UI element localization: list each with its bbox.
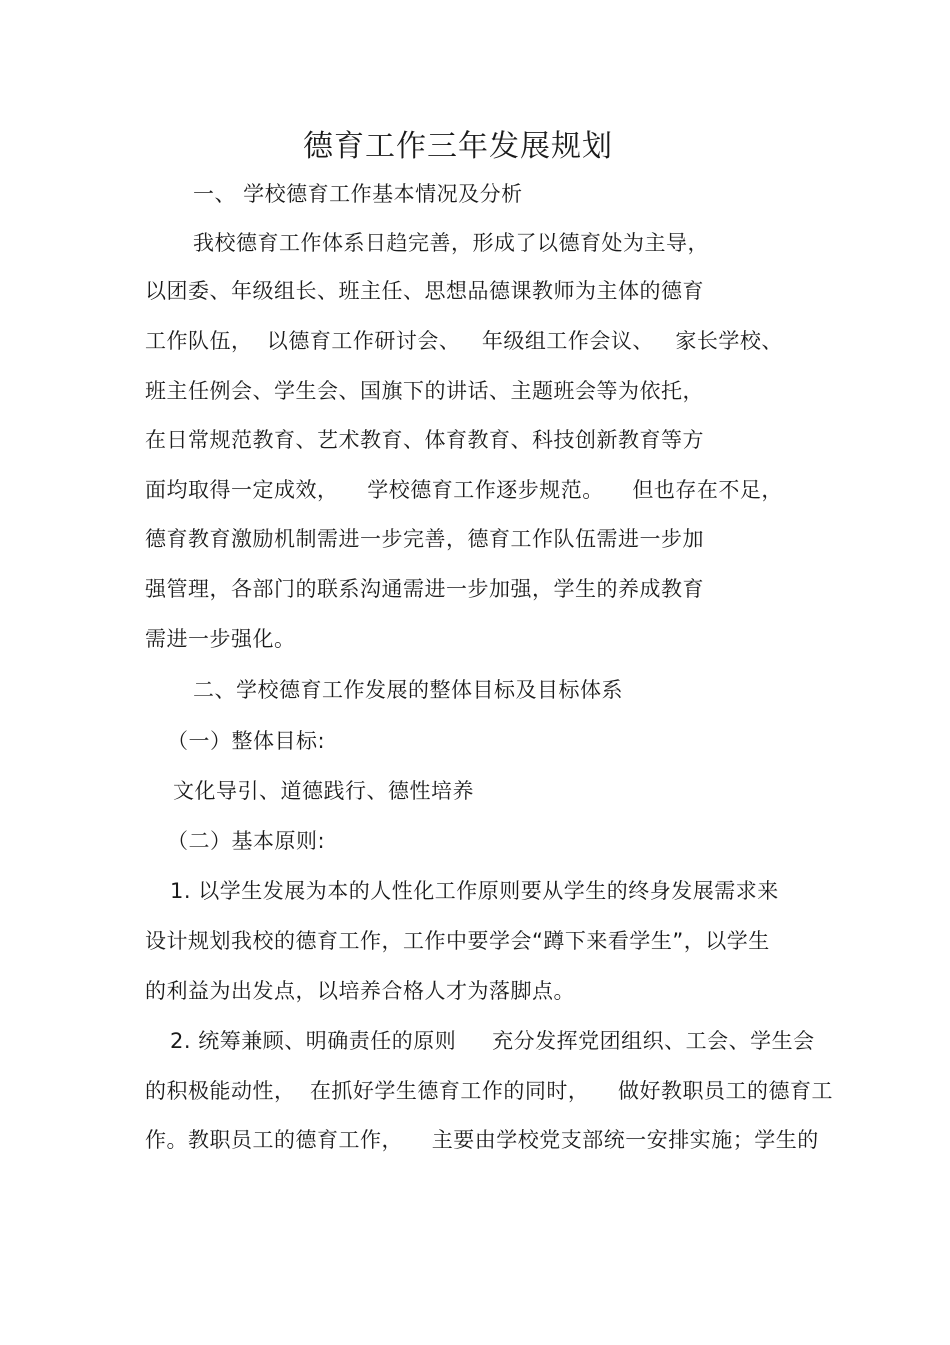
document-title: 德育工作三年发展规划: [303, 129, 613, 164]
paragraph-line: 强管理，各部门的联系沟通需进一步加强，学生的养成教育: [145, 577, 704, 601]
section2-heading: 二、学校德育工作发展的整体目标及目标体系: [193, 678, 623, 702]
subsection-heading: （一）整体目标:: [167, 729, 326, 753]
principle-line: 作。教职员工的德育工作， 主要由学校党支部统一安排实施；学生的: [145, 1128, 819, 1152]
paragraph-line: 工作队伍， 以德育工作研讨会、 年级组工作会议、 家长学校、: [145, 329, 783, 353]
paragraph-line: 面均取得一定成效， 学校德育工作逐步规范。 但也存在不足，: [145, 478, 783, 502]
principle-line: 的利益为出发点，以培养合格人才为落脚点。: [145, 979, 575, 1003]
goal-text: 文化导引、道德践行、德性培养: [173, 779, 474, 803]
subsection-heading: （二）基本原则:: [167, 829, 326, 853]
principle-line: 1. 以学生发展为本的人性化工作原则要从学生的终身发展需求来: [170, 879, 779, 903]
paragraph-line: 需进一步强化。: [145, 627, 296, 651]
paragraph-line: 班主任例会、学生会、国旗下的讲话、主题班会等为依托，: [145, 379, 704, 403]
paragraph-line: 德育教育激励机制需进一步完善，德育工作队伍需进一步加: [145, 527, 704, 551]
paragraph-line: 以团委、年级组长、班主任、思想品德课教师为主体的德育: [145, 279, 704, 303]
principle-line: 设计规划我校的德育工作，工作中要学会“蹲下来看学生”，以学生: [145, 929, 770, 953]
principle-line: 2. 统筹兼顾、明确责任的原则 充分发挥党团组织、工会、学生会: [170, 1029, 815, 1053]
principle-line: 的积极能动性， 在抓好学生德育工作的同时， 做好教职员工的德育工: [145, 1079, 834, 1103]
paragraph-line: 我校德育工作体系日趋完善，形成了以德育处为主导，: [193, 231, 709, 255]
paragraph-line: 在日常规范教育、艺术教育、体育教育、科技创新教育等方: [145, 428, 704, 452]
section1-heading: 一、 学校德育工作基本情况及分析: [193, 182, 523, 206]
